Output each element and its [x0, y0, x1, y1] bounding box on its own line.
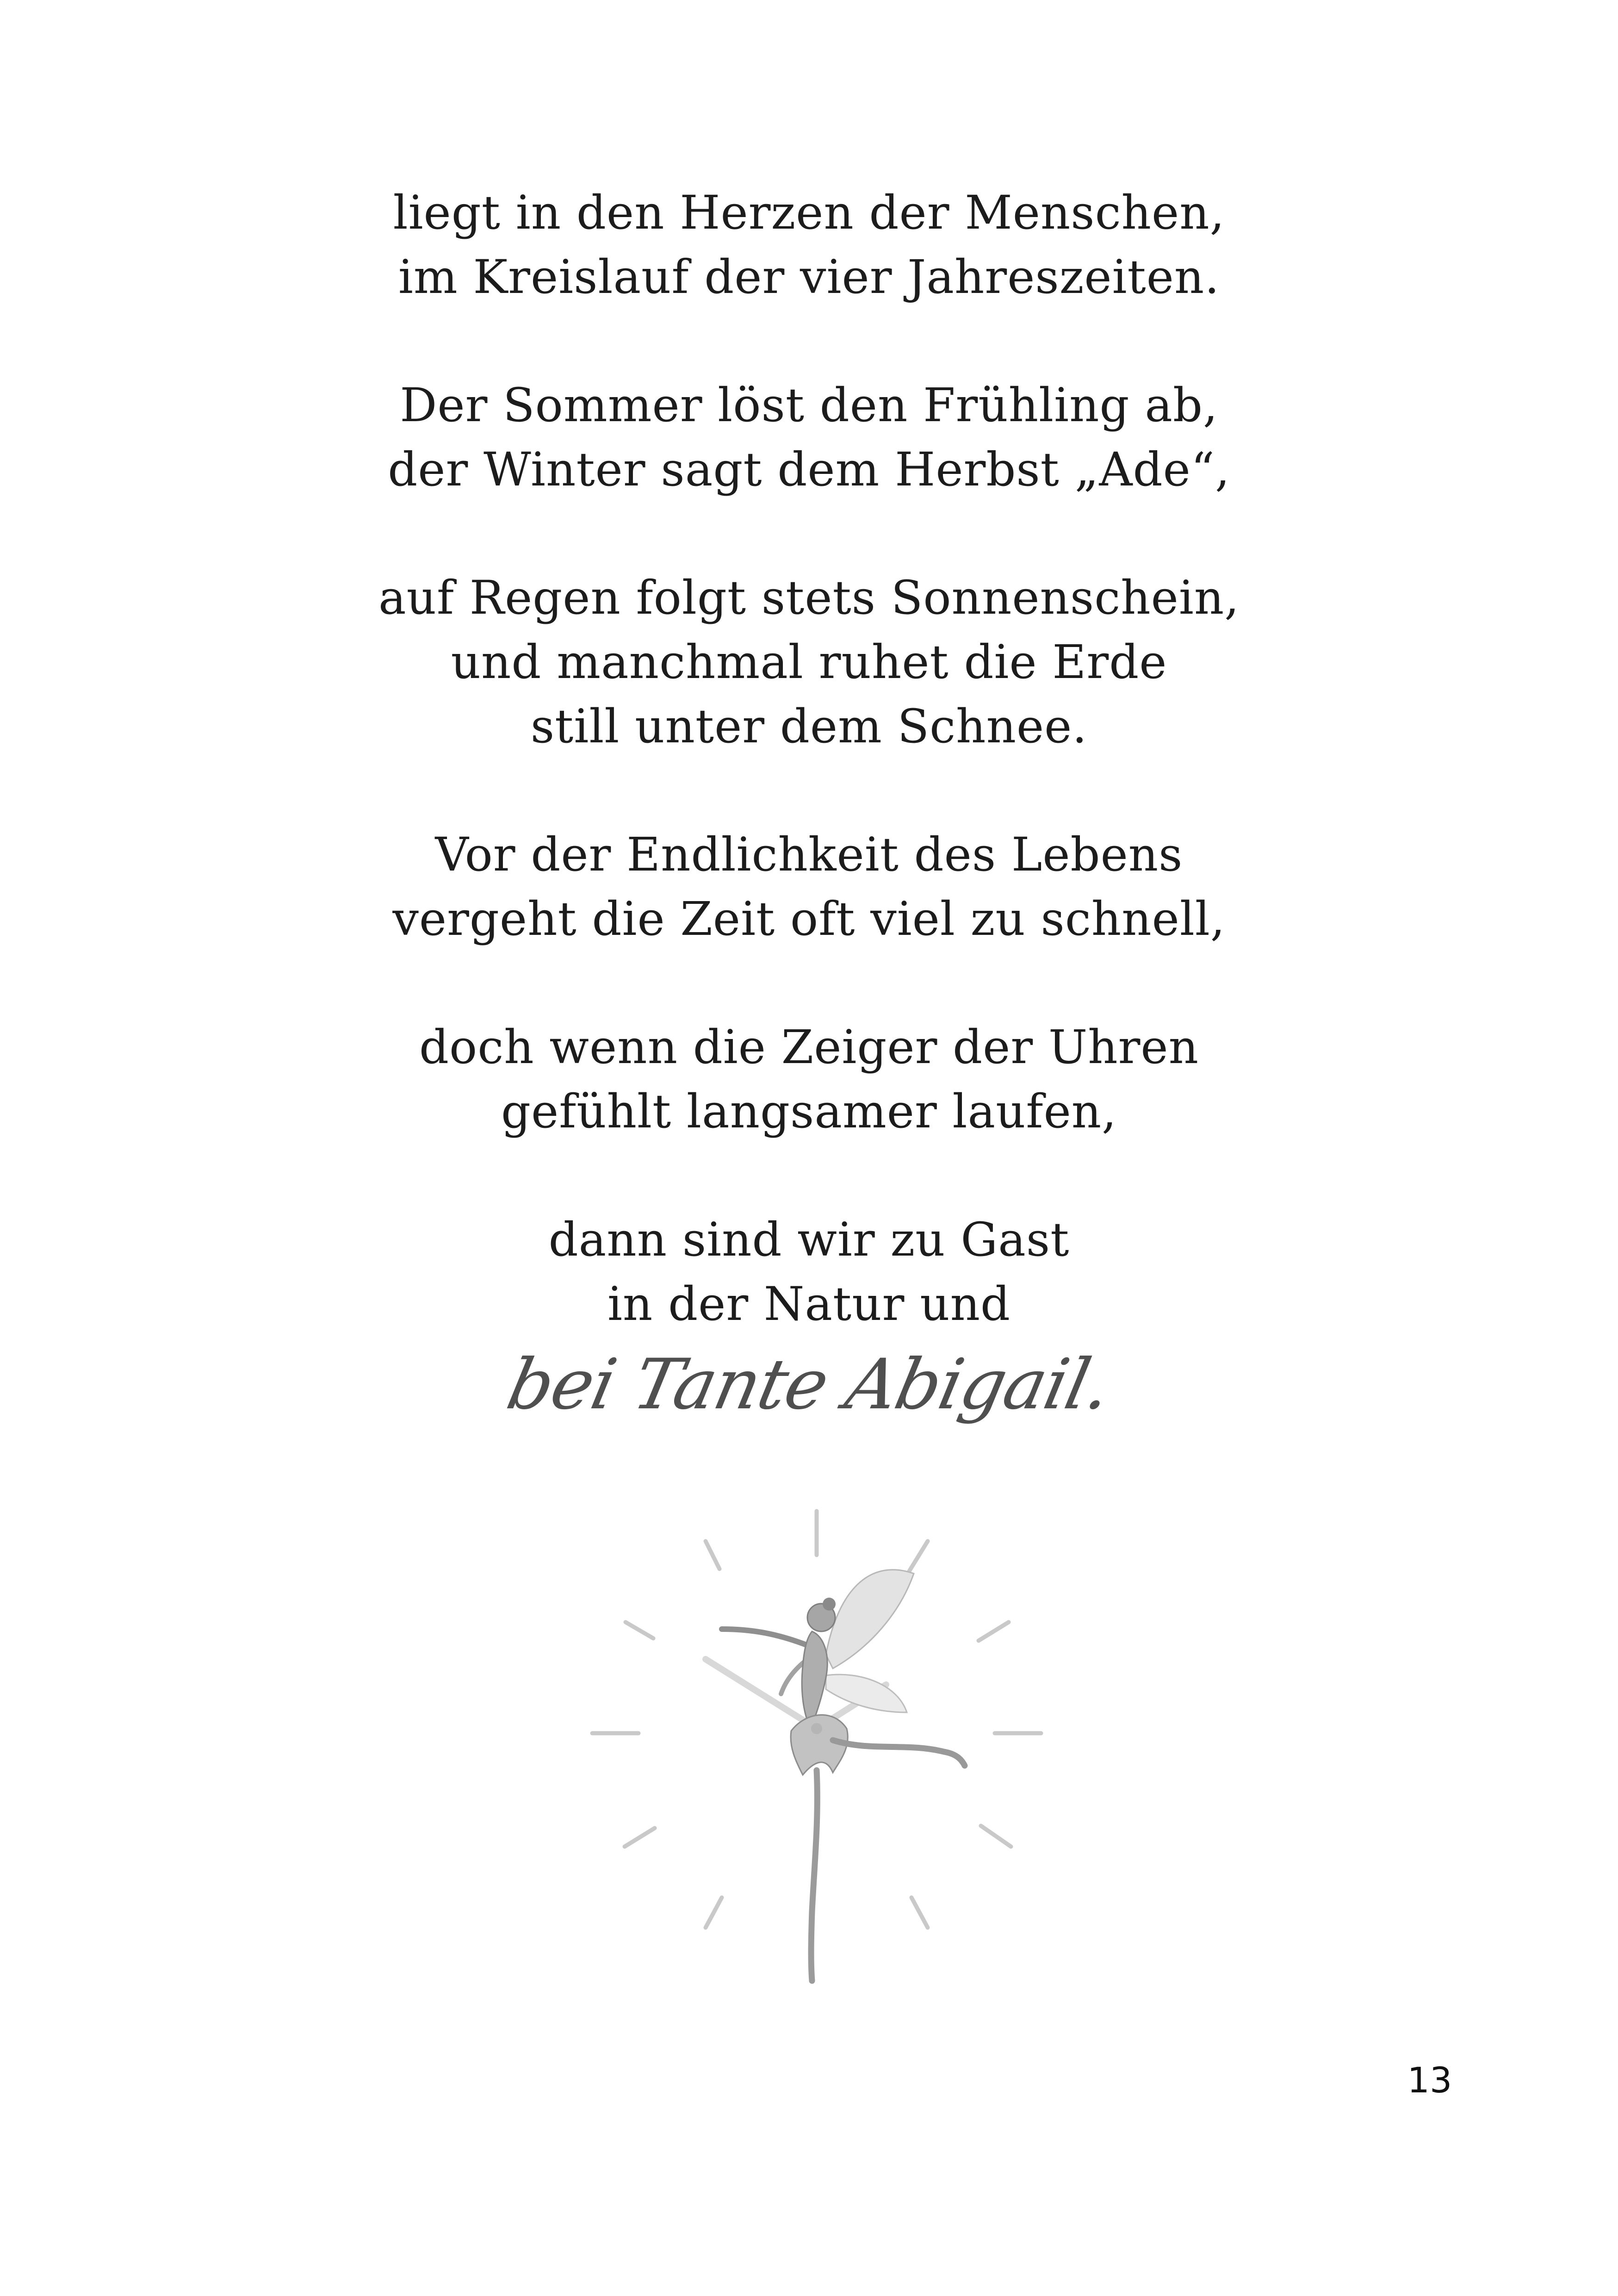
fairy-hair-bun: [823, 1598, 836, 1611]
poem-line: dann sind wir zu Gast: [548, 1213, 1070, 1267]
stanza-1: [0, 180, 1618, 309]
poem-line: und manchmal ruhet die Erde: [451, 635, 1167, 689]
fairy-clock-illustration: [574, 1495, 1060, 2027]
poem-line: still unter dem Schnee.: [530, 699, 1088, 753]
clock-tick-8: [625, 1828, 655, 1847]
poem-line: in der Natur und: [607, 1277, 1011, 1331]
poem-line: liegt in den Herzen der Menschen,: [393, 186, 1225, 240]
poem-line: doch wenn die Zeiger der Uhren: [419, 1020, 1199, 1074]
stanza-6: [0, 1207, 1618, 1336]
clock-tick-11: [706, 1541, 719, 1569]
stanza-3: [0, 566, 1618, 759]
poem-line: Der Sommer löst den Frühling ab,: [400, 378, 1218, 432]
signature-script: bei Tante Abigail.: [500, 1344, 1118, 1425]
stanza-4: [0, 822, 1618, 951]
fairy-arm-raised: [722, 1629, 807, 1645]
fairy-leg-extended: [833, 1740, 965, 1766]
stanza-2: [0, 373, 1618, 502]
clock-tick-2: [979, 1622, 1009, 1641]
poem-text: [0, 180, 1618, 1400]
fairy-wing-upper: [826, 1570, 914, 1668]
poem-line: der Winter sagt dem Herbst „Ade“,: [388, 442, 1230, 497]
clock-tick-4: [981, 1826, 1011, 1847]
poem-line: im Kreislauf der vier Jahreszeiten.: [398, 250, 1220, 304]
stanza-5: [0, 1015, 1618, 1144]
poem-line: Vor der Endlichkeit des Lebens: [435, 828, 1183, 882]
fairy-figure: [722, 1570, 965, 1981]
clock-center: [811, 1723, 822, 1734]
minute-hand: [706, 1659, 817, 1729]
fairy-wing-lower: [826, 1674, 907, 1712]
clock-tick-1: [909, 1541, 928, 1571]
poem-line: auf Regen folgt stets Sonnenschein,: [378, 571, 1240, 625]
poem-line: gefühlt langsamer laufen,: [501, 1084, 1117, 1139]
fairy-leg-standing: [811, 1770, 817, 1981]
poem-line: vergeht die Zeit oft viel zu schnell,: [392, 892, 1226, 946]
fairy-torso: [802, 1631, 827, 1729]
page-number: 13: [1407, 2060, 1452, 2101]
clock-tick-10: [626, 1622, 653, 1638]
clock-tick-7: [706, 1898, 722, 1928]
clock-tick-5: [911, 1898, 928, 1928]
